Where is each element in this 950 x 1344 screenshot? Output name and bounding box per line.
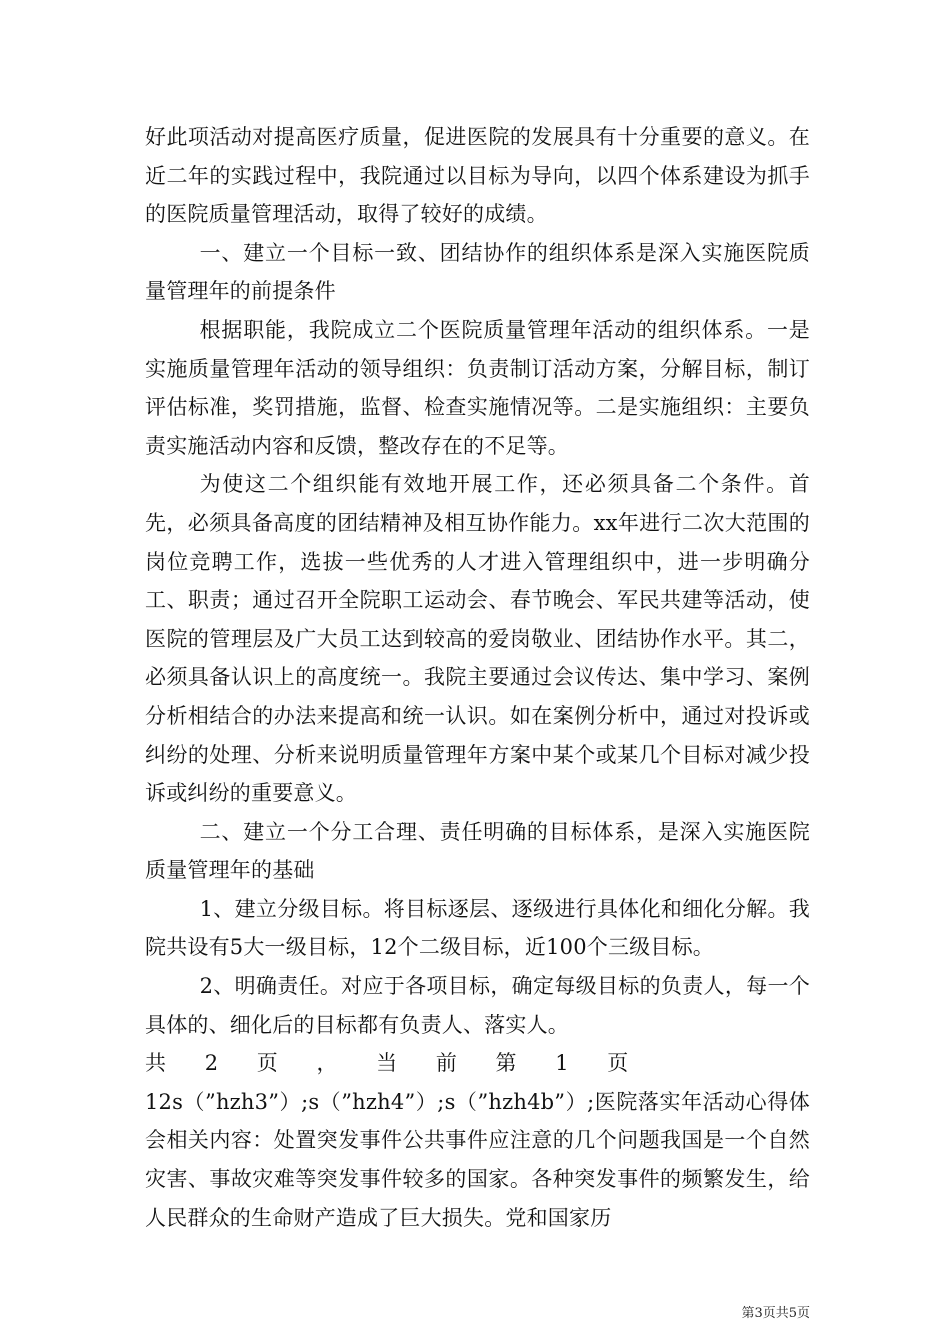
section-heading: 一、建立一个目标一致、团结协作的组织体系是深入实施医院质量管理年的前提条件 — [145, 240, 810, 304]
paragraph: 好此项活动对提高医疗质量，促进医院的发展具有十分重要的意义。在近二年的实践过程中，我院通过以目标为导向，以四个体系建设为抓手的医院质量管理活动，取得了较好的成绩。 — [145, 125, 810, 227]
page-info-word: 当 — [376, 1051, 398, 1076]
page-info-word: 1 — [555, 1051, 569, 1076]
page-info-word: 共 — [145, 1051, 166, 1076]
document-body — [145, 118, 810, 1237]
page-number-footer: 第3页共5页 — [741, 1306, 810, 1321]
page-info-line — [145, 1044, 810, 1083]
page-info-word: 第 — [495, 1051, 517, 1076]
paragraph: 根据职能，我院成立二个医院质量管理年活动的组织体系。一是实施质量管理年活动的领导组织：负责制订活动方案，分解目标，制订评估标准，奖罚措施，监督、检查实施情况等。二是实施组织：主要负责实施活动内容和反馈，整改存在的不足等。 — [145, 317, 810, 458]
section-heading: 二、建立一个分工合理、责任明确的目标体系，是深入实施医院质量管理年的基础 — [145, 819, 810, 883]
page-info-word: 页 — [256, 1051, 278, 1076]
paragraph: 12s（”hzh3”）;s（”hzh4”）;s（”hzh4b”）;医院落实年活动心得体会相关内容：处置突发事件公共事件应注意的几个问题我国是一个自然灾害、事故灾难等突发事件较多的国家。各种突发事件的频繁发生，给人民群众的生命财产造成了巨大损失。党和国家历 — [145, 1089, 810, 1230]
paragraph: 2、明确责任。对应于各项目标，确定每级目标的负责人，每一个具体的、细化后的目标都有负责人、落实人。 — [145, 974, 810, 1037]
page-info-word: 2 — [204, 1051, 219, 1076]
paragraph: 1、建立分级目标。将目标逐层、逐级进行具体化和细化分解。我院共设有5大一级目标，12个二级目标，近100个三级目标。 — [145, 896, 810, 960]
page-info-word: ， — [316, 1051, 338, 1076]
paragraph: 为使这二个组织能有效地开展工作，还必须具备二个条件。首先，必须具备高度的团结精神及相互协作能力。xx年进行二次大范围的岗位竞聘工作，选拔一些优秀的人才进入管理组织中，进一步明确分工、职责；通过召开全院职工运动会、春节晚会、军民共建等活动，使医院的管理层及广大员工达到较高的爱岗敬业、团结协作水平。其二，必须具备认识上的高度统一。我院主要通过会议传达、集中学习、案例分析相结合的办法来提高和统一认识。如在案例分析中，通过对投诉或纠纷的处理、分析来说明质量管理年方案中某个或某几个目标对减少投诉或纠纷的重要意义。 — [145, 472, 810, 806]
page-info-word: 页 — [607, 1051, 629, 1076]
page-info-word: 前 — [435, 1051, 457, 1076]
